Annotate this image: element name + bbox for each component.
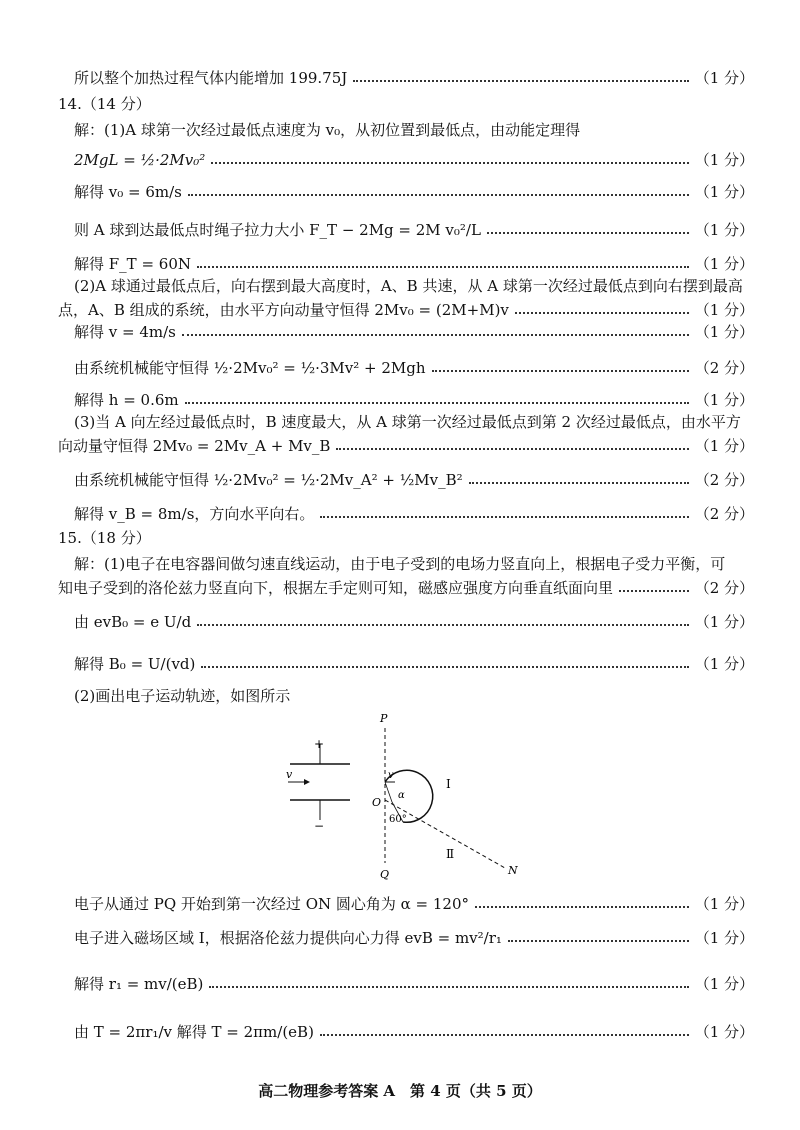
- velocity-label-right: v: [388, 770, 394, 781]
- answer-line: 解得 v₀ = 6m/s （1 分）: [74, 183, 754, 201]
- radius-line: [385, 782, 392, 802]
- answer-paragraph-line: (3)当 A 向左经过最低点时，B 速度最大，从 A 球第一次经过最低点到第 2 次经过最低点，由水平方: [74, 413, 741, 431]
- question-14-header: 14.（14 分）: [58, 95, 151, 113]
- equation-line: 解得 B₀ = U/(vd) （1 分）: [74, 655, 754, 673]
- arrow-head-icon: [304, 779, 310, 785]
- answer-line: 解得 v_B = 8m/s，方向水平向右。 （2 分）: [74, 505, 754, 523]
- equation-line: 2MgL = ½·2Mv₀² （1 分）: [74, 151, 754, 169]
- point-q-label: Q: [380, 868, 390, 881]
- on-boundary-line: [385, 800, 505, 868]
- answer-line: 解得 F_T = 60N （1 分）: [74, 255, 754, 273]
- plus-sign: +: [314, 737, 325, 751]
- angle-60-label: 60°: [389, 814, 407, 825]
- equation-line: 由 evB₀ = e U/d （1 分）: [74, 613, 754, 631]
- answer-line: 点，A、B 组成的系统，由水平方向动量守恒得 2Mv₀ = (2M+M)v （1 分）: [58, 301, 754, 319]
- answer-line: (2)画出电子运动轨迹，如图所示: [74, 687, 291, 705]
- answer-line: 所以整个加热过程气体内能增加 199.75J （1 分）: [74, 69, 754, 87]
- velocity-label-left: v: [286, 768, 293, 781]
- answer-line: 电子从通过 PQ 开始到第一次经过 ON 圆心角为 α = 120° （1 分）: [74, 895, 754, 913]
- electron-trajectory-diagram: [250, 708, 550, 884]
- answer-line: 解得 h = 0.6m （1 分）: [74, 391, 754, 409]
- equation-line: 由系统机械能守恒得 ½·2Mv₀² = ½·3Mv² + 2Mgh （2 分）: [74, 359, 754, 377]
- page-footer: 高二物理参考答案 A 第 4 页（共 5 页）: [258, 1082, 542, 1100]
- minus-sign: −: [314, 819, 325, 833]
- question-15-header: 15.（18 分）: [58, 529, 151, 547]
- region-2-label: Ⅱ: [446, 847, 455, 861]
- answer-line: 解：(1)A 球第一次经过最低点速度为 v₀，从初位置到最低点，由动能定理得: [74, 121, 581, 139]
- equation-line: 由 T = 2πr₁/v 解得 T = 2πm/(eB) （1 分）: [74, 1023, 754, 1041]
- point-p-label: P: [380, 712, 388, 725]
- answer-paragraph-line: (2)A 球通过最低点后，向右摆到最大高度时，A、B 共速，从 A 球第一次经过最低点到向右摆到最高: [74, 277, 743, 295]
- answer-line: 知电子受到的洛伦兹力竖直向下，根据左手定则可知，磁感应强度方向垂直纸面向里 （2 分）: [58, 579, 754, 597]
- point-o-label: O: [372, 796, 382, 809]
- equation-line: 则 A 球到达最低点时绳子拉力大小 F_T − 2Mg = 2M v₀²/L （1 分）: [74, 221, 754, 239]
- equation-line: 解得 r₁ = mv/(eB) （1 分）: [74, 975, 754, 993]
- answer-line: 向动量守恒得 2Mv₀ = 2Mv_A + Mv_B （1 分）: [58, 437, 754, 455]
- region-1-label: Ⅰ: [446, 777, 451, 791]
- point-n-label: N: [508, 864, 518, 877]
- equation-line: 由系统机械能守恒得 ½·2Mv₀² = ½·2Mv_A² + ½Mv_B² （2 分）: [74, 471, 754, 489]
- answer-line: 解得 v = 4m/s （1 分）: [74, 323, 754, 341]
- alpha-label: α: [398, 790, 405, 801]
- equation-line: 电子进入磁场区域 Ⅰ，根据洛伦兹力提供向心力得 evB = mv²/r₁ （1 分）: [74, 929, 754, 947]
- answer-paragraph-line: 解：(1)电子在电容器间做匀速直线运动，由于电子受到的电场力竖直向上，根据电子受力平衡，可: [74, 555, 726, 573]
